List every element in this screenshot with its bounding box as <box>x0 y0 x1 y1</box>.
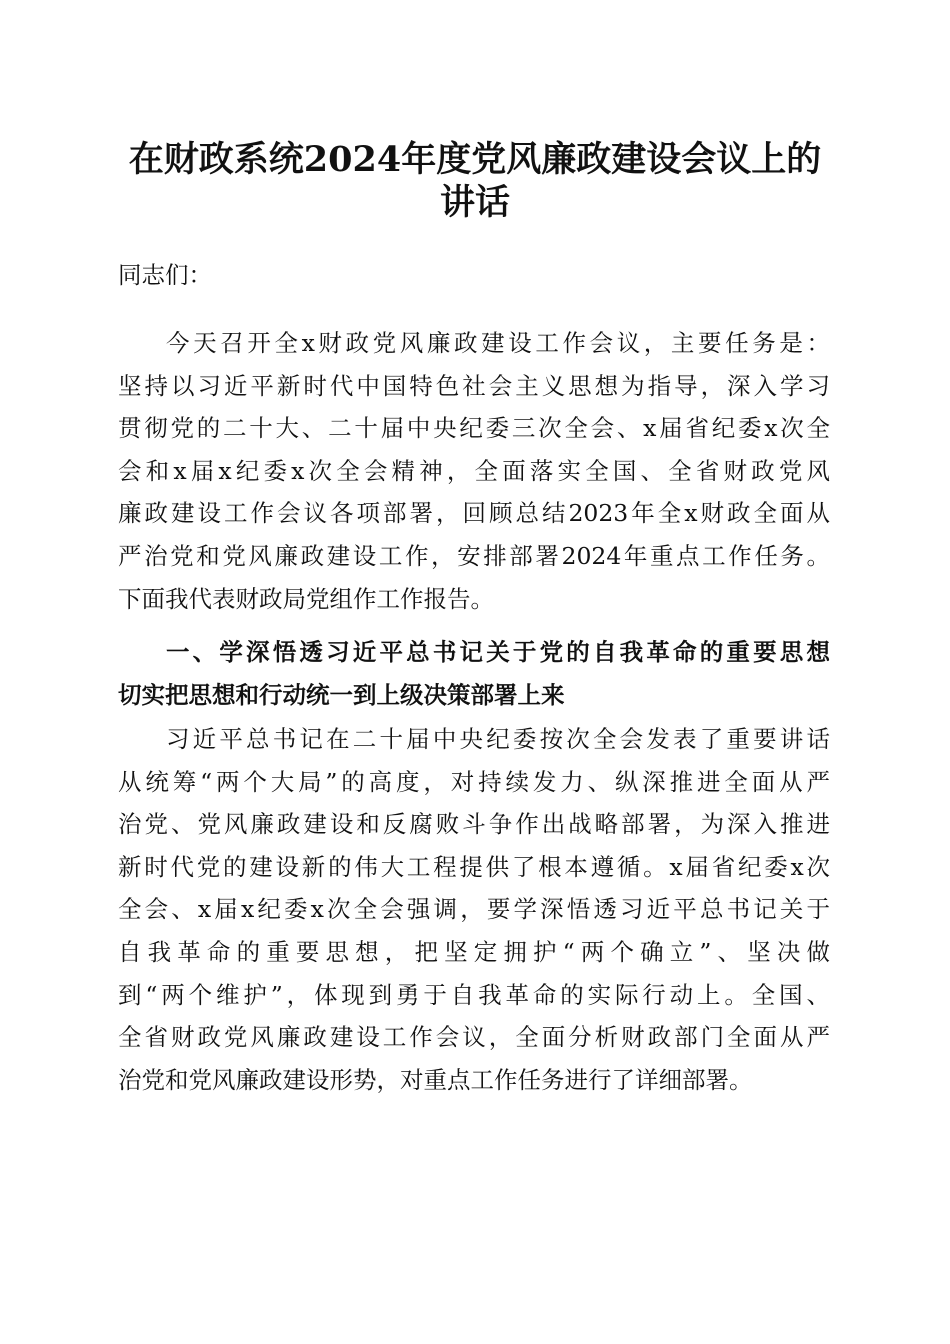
paragraph-line: 到“两个维护”，体现到勇于自我革命的实际行动上。全国、 <box>118 980 830 1009</box>
paragraph-line: 全省财政党风廉政建设工作会议，全面分析财政部门全面从严 <box>118 1023 830 1052</box>
heading-line: 切实把思想和行动统一到上级决策部署上来 <box>118 680 565 709</box>
paragraph-line: 从统筹“两个大局”的高度，对持续发力、纵深推进全面从严 <box>118 767 830 796</box>
paragraph-line: 今天召开全x财政党风廉政建设工作会议，主要任务是： <box>166 329 830 357</box>
paragraph-line: 坚持以习近平新时代中国特色社会主义思想为指导，深入学习 <box>118 371 830 400</box>
paragraph-line: 新时代党的建设新的伟大工程提供了根本遵循。x届省纪委x次 <box>118 852 830 881</box>
paragraph-section-1 <box>118 718 830 1101</box>
paragraph-line: 治党和党风廉政建设形势，对重点工作任务进行了详细部署。 <box>118 1065 753 1094</box>
document-title-continued: 讲话 <box>439 182 510 223</box>
paragraph-line: 全会、x届x纪委x次全会强调，要学深悟透习近平总书记关于 <box>118 895 830 924</box>
paragraph-line: 严治党和党风廉政建设工作，安排部署2024年重点工作任务。 <box>118 541 830 570</box>
paragraph-intro <box>118 322 830 620</box>
paragraph-line: 会和x届x纪委x次全会精神，全面落实全国、全省财政党风 <box>118 456 830 485</box>
paragraph-line: 治党、党风廉政建设和反腐败斗争作出战略部署，为深入推进 <box>118 810 830 839</box>
paragraph-line: 习近平总书记在二十届中央纪委按次全会发表了重要讲话 <box>166 725 830 753</box>
paragraph-line: 下面我代表财政局党组作工作报告。 <box>118 584 494 613</box>
heading-line: 一、学深悟透习近平总书记关于党的自我革命的重要思想 <box>166 638 830 666</box>
paragraph-line: 贯彻党的二十大、二十届中央纪委三次全会、x届省纪委x次全 <box>118 414 830 443</box>
section-heading-1 <box>118 631 830 716</box>
paragraph-line: 廉政建设工作会议各项部署，回顾总结2023年全x财政全面从 <box>118 499 830 528</box>
document-title: 在财政系统2024年度党风廉政建设会议上的 <box>128 139 822 180</box>
salutation <box>118 254 830 297</box>
paragraph-line: 自我革命的重要思想，把坚定拥护“两个确立”、坚决做 <box>118 937 830 966</box>
salutation-text: 同志们： <box>118 261 212 289</box>
